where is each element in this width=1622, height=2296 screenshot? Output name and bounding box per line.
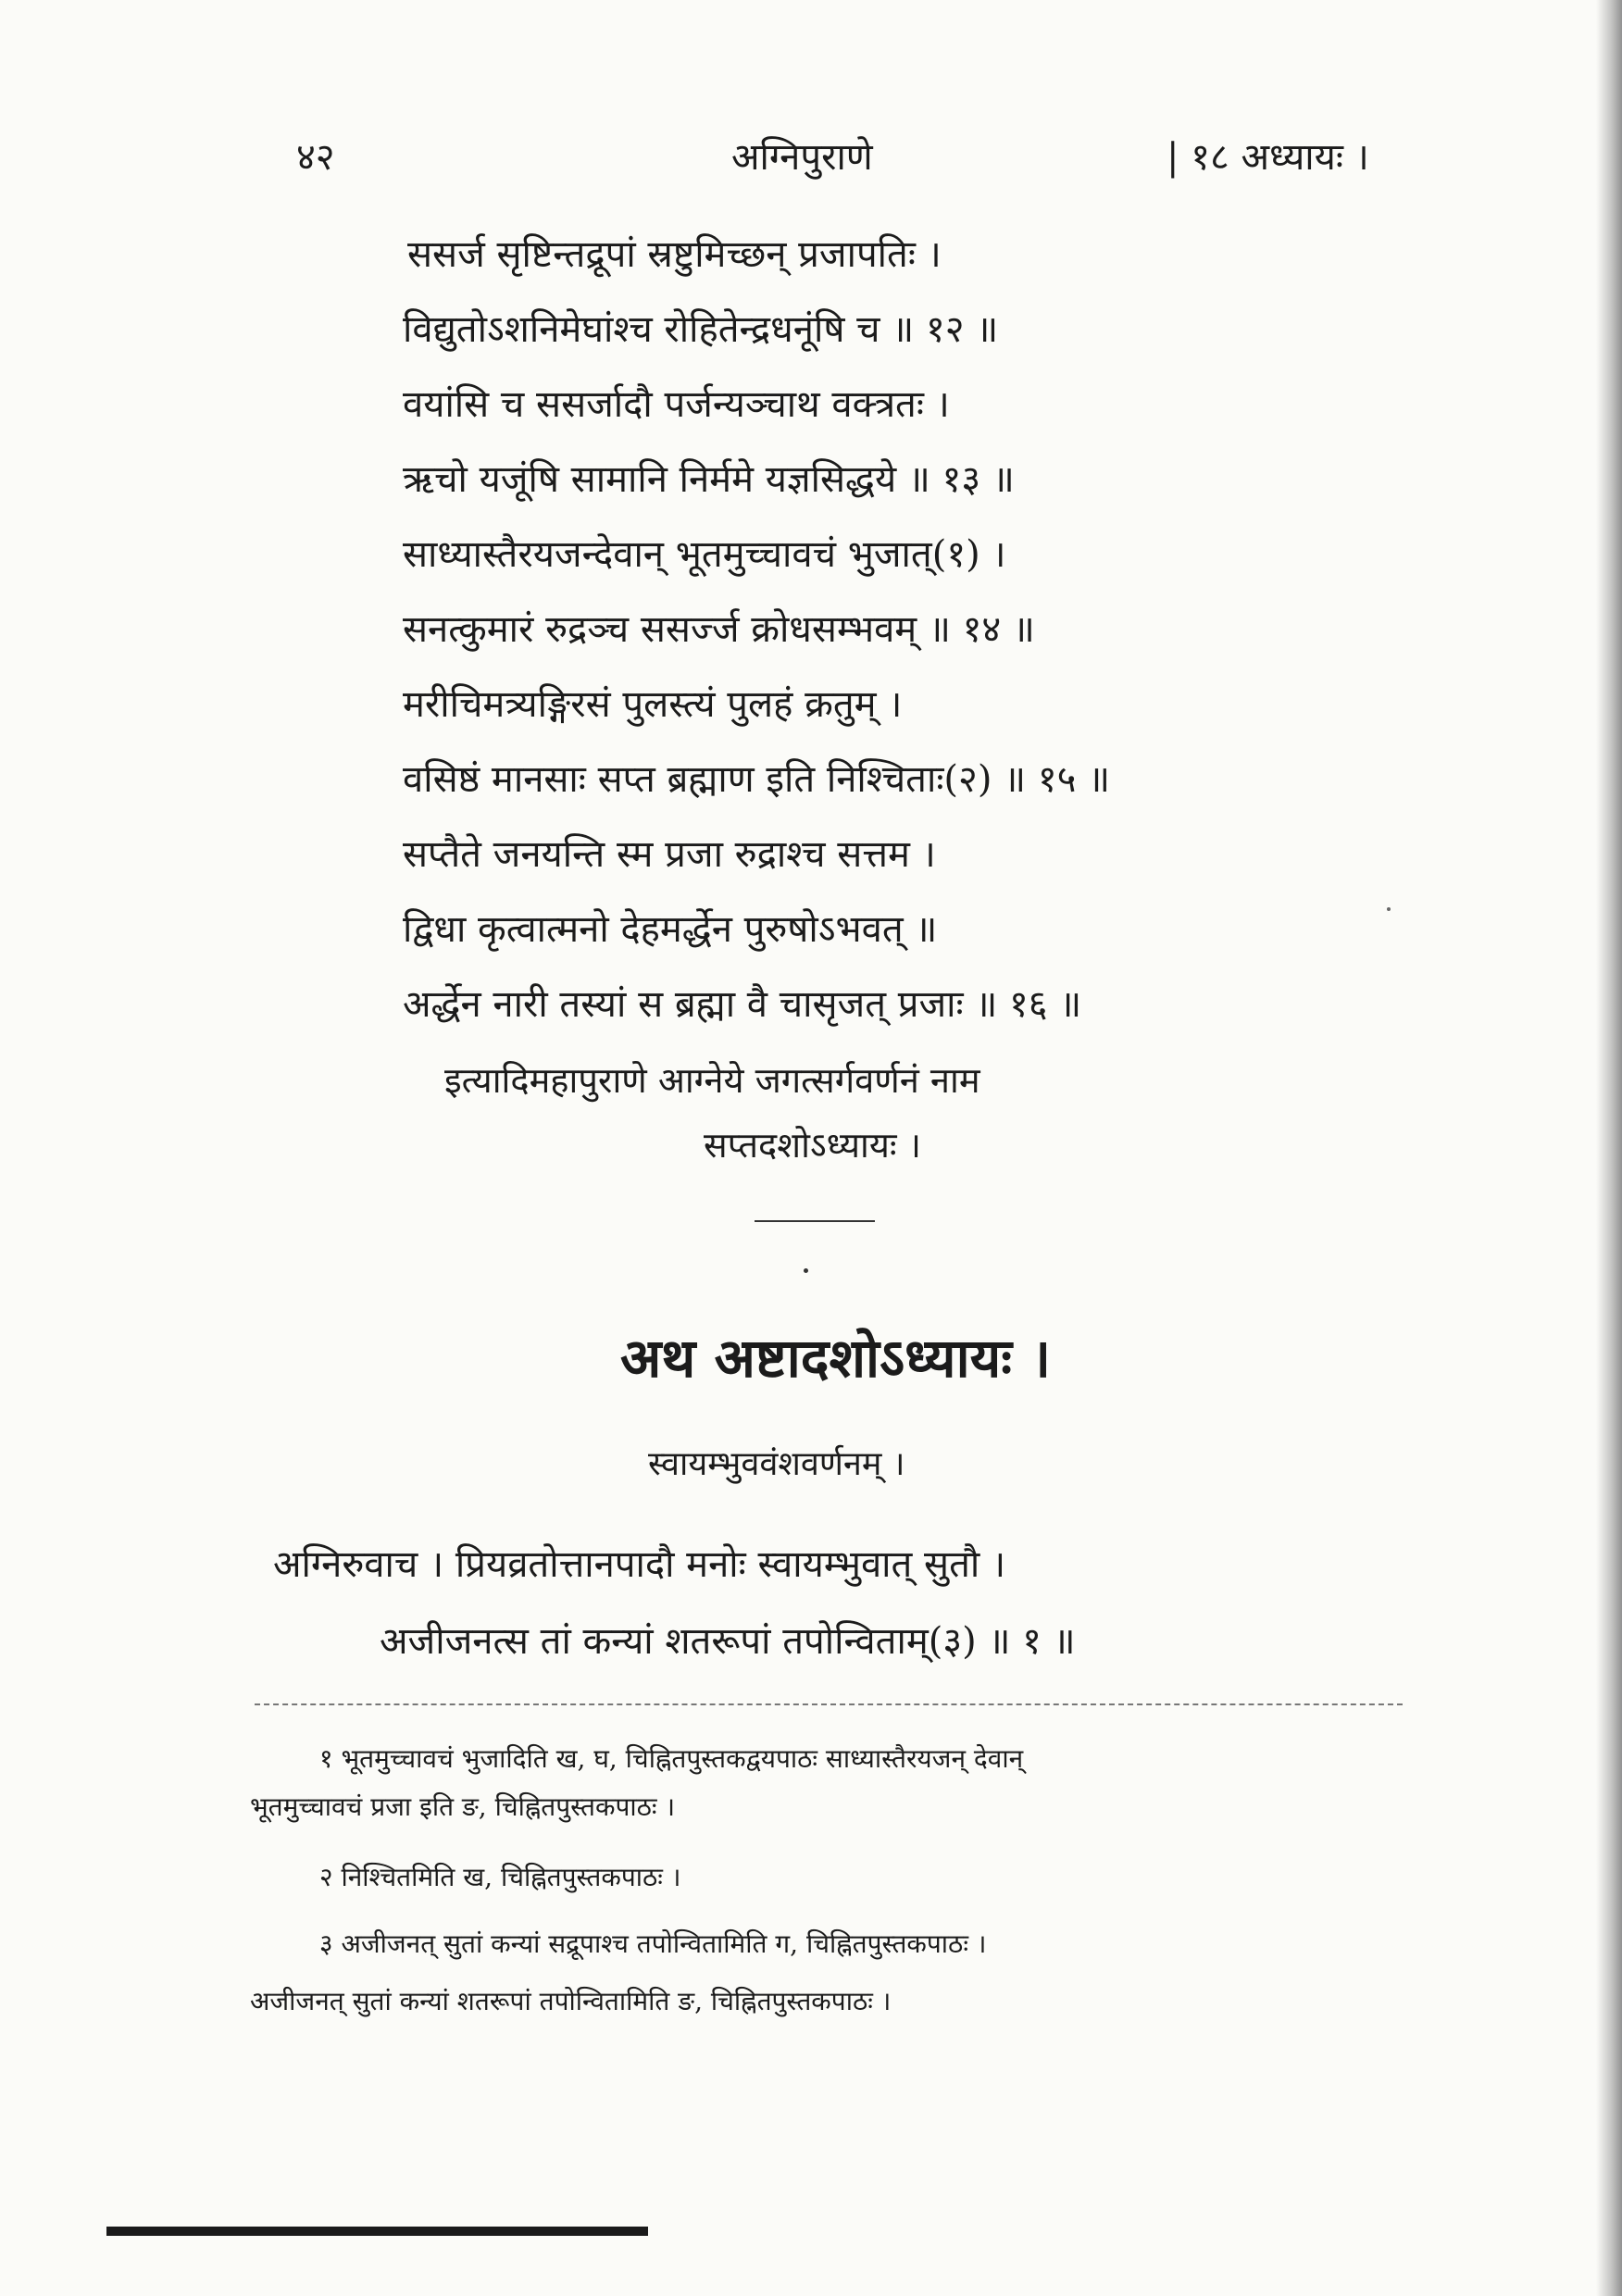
page-header — [296, 130, 1444, 185]
verse-line: मरीचिमत्र्यङ्गिरसं पुलस्त्यं पुलहं क्रतुम् । — [403, 683, 903, 726]
footnote-3-continuation: अजीजनत् सुतां कन्यां शतरूपां तपोन्वितामिति ङ, चिह्नितपुस्तकपाठः । — [250, 1986, 892, 2016]
footnote-3: ३ अजीजनत् सुतां कन्यां सद्रूपाश्च तपोन्वितामिति ग, चिह्नितपुस्तकपाठः । — [319, 1928, 987, 1959]
verse-line: द्विधा कृत्वात्मनो देहमर्द्धेन पुरुषोऽभवत् ॥ — [403, 908, 938, 951]
speck — [804, 1268, 808, 1273]
speck — [1387, 907, 1391, 911]
verse-line: ससर्ज सृष्टिन्तद्रूपां स्रष्टुमिच्छन् प्रजापतिः । — [407, 233, 942, 276]
verse-line: अर्द्धेन नारी तस्यां स ब्रह्मा वै चासृजत् प्रजाः ॥ १६ ॥ — [403, 983, 1082, 1026]
chapter-heading: अथ अष्टादशोऽध्यायः । — [620, 1327, 1052, 1390]
page-number: ४२ — [296, 136, 335, 179]
opening-verse-line: अजीजनत्स तां कन्यां शतरूपां तपोन्विताम्(३) ॥ १ ॥ — [380, 1620, 1076, 1663]
footnote-2: २ निश्चितमिति ख, चिह्नितपुस्तकपाठः । — [319, 1862, 681, 1892]
verse-block — [403, 233, 1375, 1061]
verse-line: वसिष्ठं मानसाः सप्त ब्रह्माण इति निश्चिताः(२) ॥ १५ ॥ — [403, 758, 1111, 801]
footnote-1-continuation: भूतमुच्चावचं प्रजा इति ङ, चिह्नितपुस्तकपाठः । — [250, 1791, 676, 1822]
chapter-subtitle: स्वायम्भुववंशवर्णनम् । — [648, 1445, 905, 1483]
chapter-tag: | १८ अध्यायः । — [1167, 136, 1369, 179]
verse-line: साध्यास्तैरयजन्देवान् भूतमुच्चावचं भुजात्(१) । — [403, 533, 1006, 576]
section-divider — [755, 1220, 875, 1222]
running-title: अग्निपुराणे — [731, 136, 873, 179]
verse-line: सनत्कुमारं रुद्रञ्च ससर्ज्ज क्रोधसम्भवम् ॥ १४ ॥ — [403, 608, 1035, 651]
scan-bottom-bar — [106, 2227, 648, 2236]
verse-line: वयांसि च ससर्जादौ पर्जन्यञ्चाथ वक्त्रतः । — [403, 383, 950, 426]
verse-line: ऋचो यजूंषि सामानि निर्ममे यज्ञसिद्धये ॥ १३ ॥ — [403, 458, 1015, 501]
footnote-1: १ भूतमुच्चावचं भुजादिति ख, घ, चिह्नितपुस्तकद्वयपाठः साध्यास्तैरयजन् देवान् — [319, 1743, 1024, 1774]
footnote-divider — [255, 1703, 1403, 1705]
verse-line: सप्तैते जनयन्ति स्म प्रजा रुद्राश्च सत्तम । — [403, 833, 936, 876]
page-edge-shadow — [1596, 0, 1622, 2296]
opening-verse-line: अग्निरुवाच । प्रियव्रतोत्तानपादौ मनोः स्वायम्भुवात् सुतौ । — [273, 1543, 1006, 1586]
verse-line: विद्युतोऽशनिमेघांश्च रोहितेन्द्रधनूंषि च ॥ १२ ॥ — [403, 308, 999, 351]
colophon-line: इत्यादिमहापुराणे आग्नेये जगत्सर्गवर्णनं नाम — [444, 1060, 980, 1101]
colophon-line: सप्तदशोऽध्यायः । — [704, 1125, 922, 1166]
